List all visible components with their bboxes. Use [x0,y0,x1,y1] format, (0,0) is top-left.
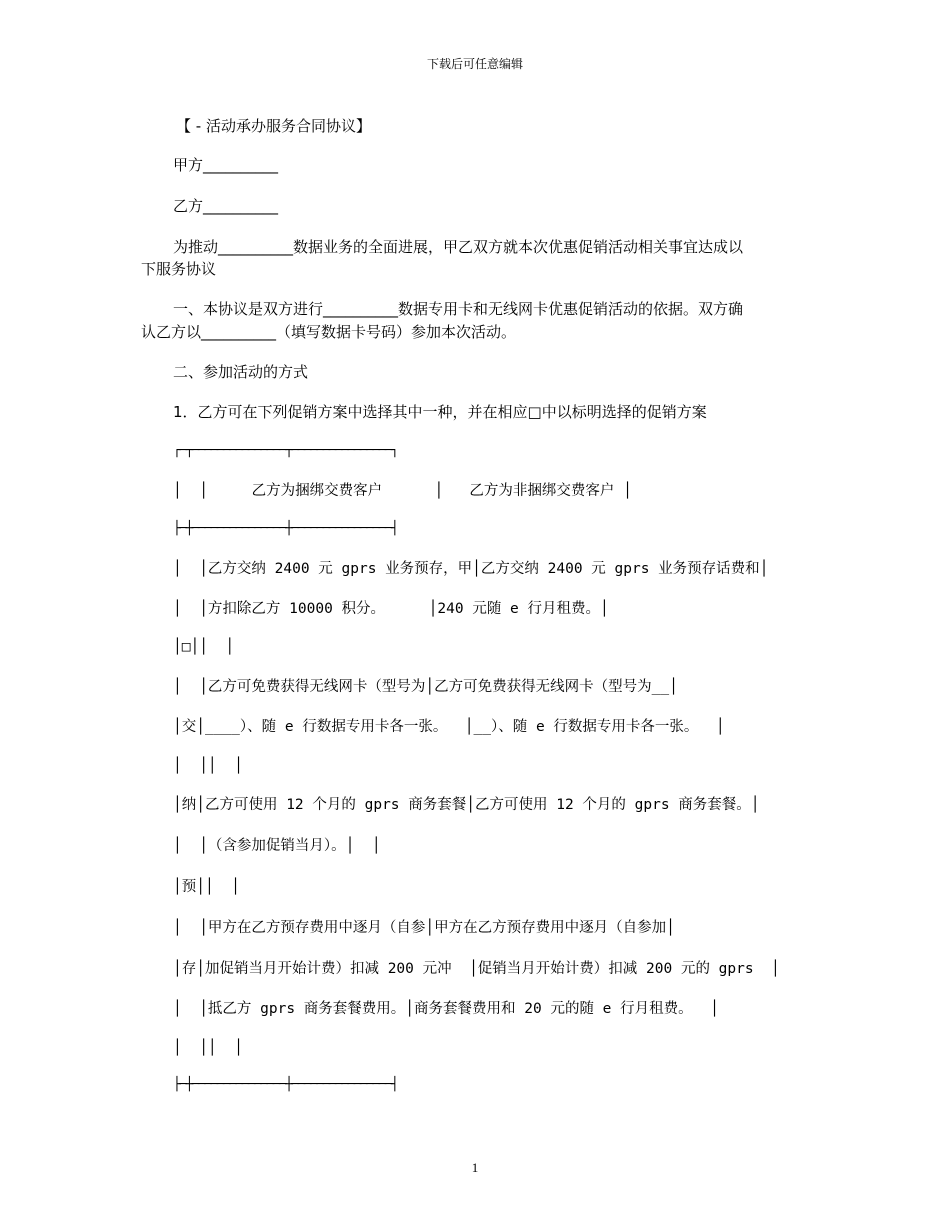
table-row: │预││ │ [173,879,240,895]
table-row: │ │方扣除乙方 10000 积分。 │240 元随 e 行月租费。│ [173,601,609,617]
table-row: │ │甲方在乙方预存费用中逐月（自参│甲方在乙方预存费用中逐月（自参加│ [173,920,675,936]
table-border-top: ┌─┬───────────────┬────────────────┐ [173,443,398,458]
party-b-line: 乙方__________ [173,197,279,215]
table-row: │ ││ │ [173,1040,243,1056]
table-row: │ │乙方可免费获得无线网卡（型号为│乙方可免费获得无线网卡（型号为__│ [173,679,678,695]
table-row: │存│加促销当月开始计费）扣减 200 元冲 │促销当月开始计费）扣减 200 元的 gprs │ [173,961,780,977]
page-header: 下载后可任意编辑 [426,57,523,71]
table-row: │□││ │ [173,639,235,655]
table-row: │ │（含参加促销当月）。│ │ [173,838,381,854]
page-number: 1 [471,1160,479,1175]
table-row: │ │乙方交纳 2400 元 gprs 业务预存，甲│乙方交纳 2400 元 gprs 业务预存话费和│ [173,561,769,577]
paragraph-intro-1: 为推动__________数据业务的全面进展，甲乙双方就本次优惠促销活动相关事宜达成以 [173,238,744,256]
table-row: │纳│乙方可使用 12 个月的 gprs 商务套餐│乙方可使用 12 个月的 gprs 商务套餐。│ [173,797,760,813]
contract-title: 【 - 活动承办服务合同协议】 [176,117,371,135]
table-row: │ │ 乙方为捆绑交费客户 │ 乙方为非捆绑交费客户 │ [173,483,632,499]
table-row: │ ││ │ [173,758,243,774]
table-row: │ │抵乙方 gprs 商务套餐费用。│商务套餐费用和 20 元的随 e 行月租费。 │ [173,1001,719,1017]
clause-one-1: 一、本协议是双方进行__________数据专用卡和无线网卡优惠促销活动的依据。双方确 [173,300,744,318]
paragraph-intro-2: 下服务协议 [141,260,217,278]
table-row: │交│____）、随 e 行数据专用卡各一张。 │__）、随 e 行数据专用卡各一张。 │ [173,719,725,735]
party-a-line: 甲方__________ [173,156,279,174]
clause-one-2: 认乙方以__________（填写数据卡号码）参加本次活动。 [141,323,517,341]
table-border-divider: ├─┼───────────────┼────────────────┤ [173,521,398,536]
clause-two-item-1: 1．乙方可在下列促销方案中选择其中一种，并在相应□中以标明选择的促销方案 [173,403,707,421]
clause-two-heading: 二、参加活动的方式 [173,363,309,381]
table-border-divider: ├─┼───────────────┼────────────────┤ [173,1077,398,1092]
